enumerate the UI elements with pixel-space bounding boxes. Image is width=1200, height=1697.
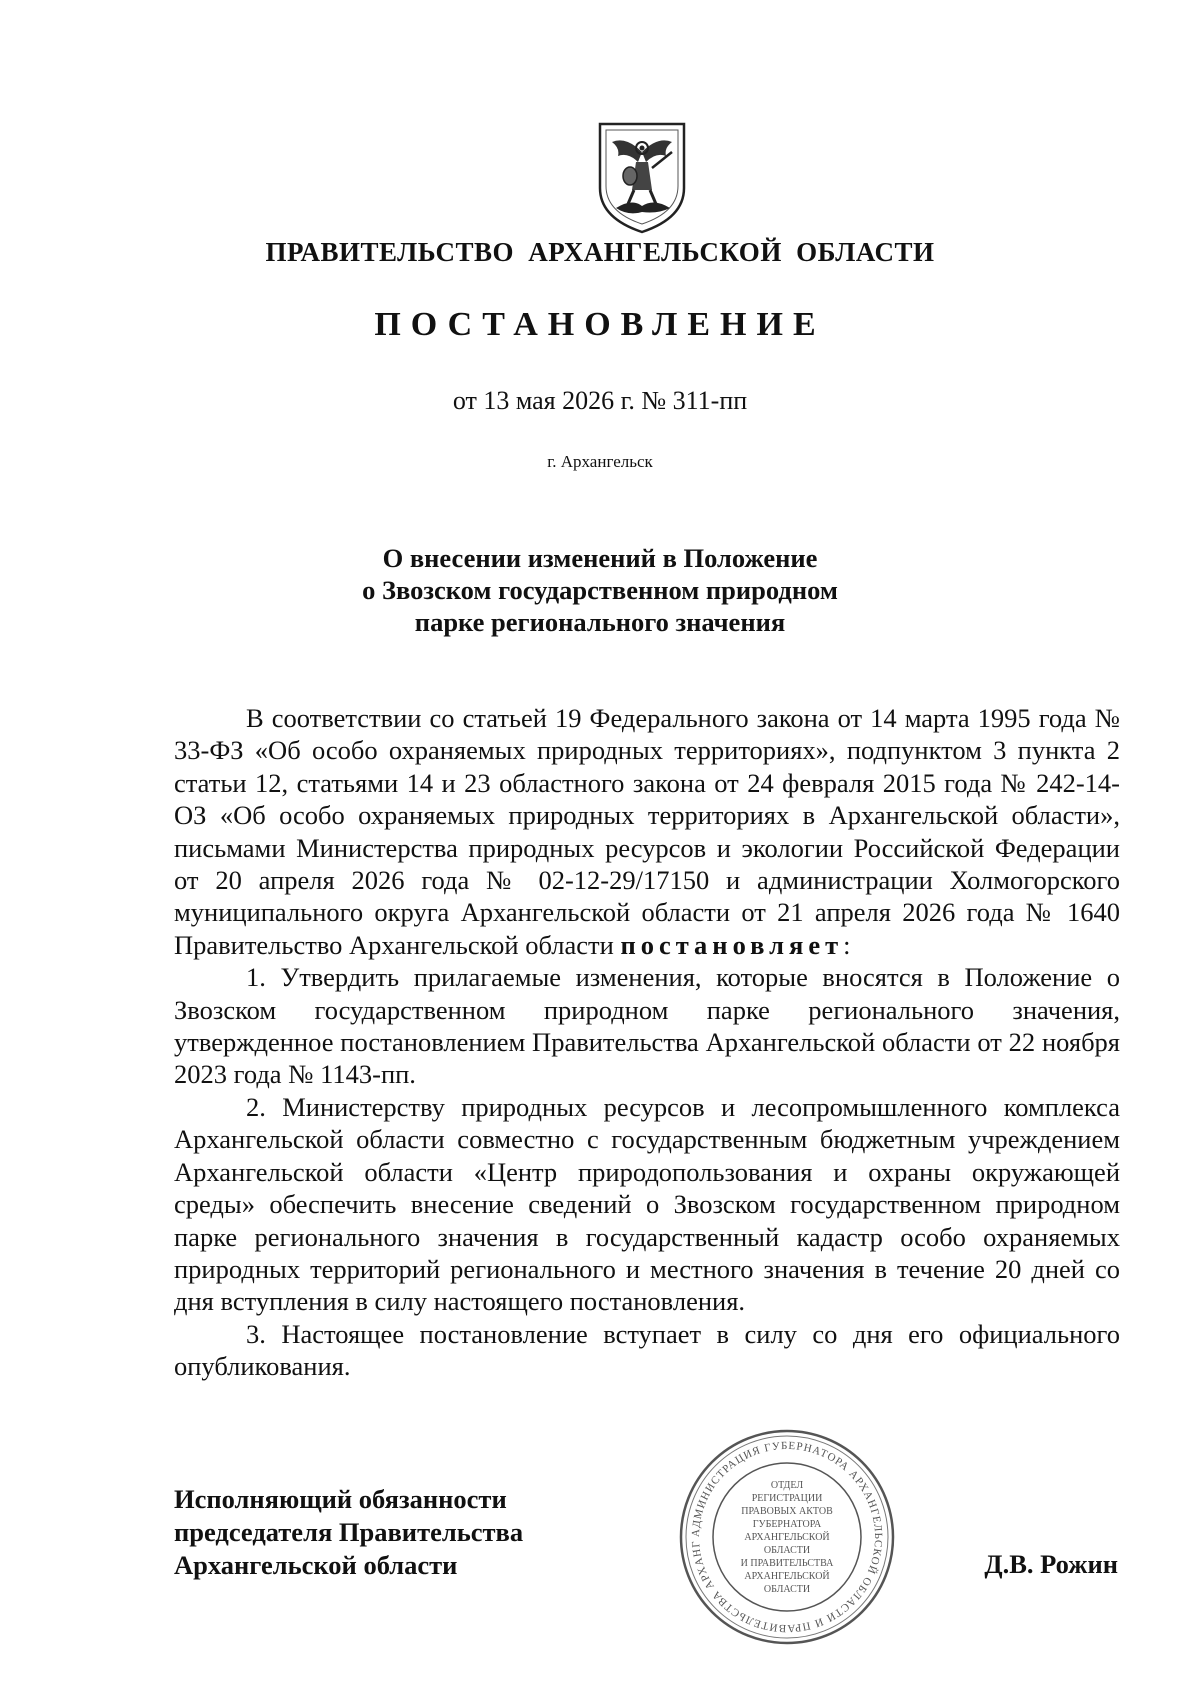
coat-of-arms-icon bbox=[592, 118, 692, 238]
seal-inner-line: ОБЛАСТИ bbox=[763, 1545, 811, 1556]
seal-inner-line: АРХАНГЕЛЬСКОЙ bbox=[744, 1571, 830, 1582]
coat-of-arms-emblem bbox=[592, 118, 692, 238]
item-3-paragraph: 3. Настоящее постановление вступает в силу со дня его официального опубликования. bbox=[174, 1318, 1120, 1382]
signer-position-line: председателя Правительства bbox=[174, 1517, 524, 1547]
seal-inner-line: ПРАВОВЫХ АКТОВ bbox=[741, 1506, 833, 1517]
subject-line: о Звозском государственном природном bbox=[362, 575, 838, 605]
preamble-text: В соответствии со статьей 19 Федерального закона от 14 марта 1995 года № 33-ФЗ «Об особо охраняемых природных территориях», подпунктом 3 пункта 2 статьи 12, статьями 14 и 23 областного закона от 24 февраля 2015 года № 242-14-ОЗ «Об особо охраняемых природных территориях в Архангельской области», письмами Министерства природных ресурсов и экологии Российской Федерации от 20 апреля 2026 года № 02-12-29/17150 и администрации Холмогорского муниципального округа Архангельской области от 21 апреля 2026 года № 1640 Правительство Архангельской области bbox=[174, 703, 1120, 960]
seal-inner-line: РЕГИСТРАЦИИ bbox=[751, 1493, 823, 1504]
document-date-number: от 13 мая 2026 г. № 311-пп bbox=[452, 386, 748, 415]
item-2-paragraph: 2. Министерству природных ресурсов и лесопромышленного комплекса Архангельской области совместно с государственным бюджетным учреждением Архангельской области «Центр природопользования и охраны окружающей среды» обеспечить внесение сведений о Звозском государственном природном парке регионального значения в государственный кадастр особо охраняемых природных территорий регионального и местного значения в течение 20 дней со дня вступления в силу настоящего постановления. bbox=[174, 1091, 1120, 1317]
seal-inner-line: ОБЛАСТИ bbox=[763, 1584, 811, 1595]
signer-position-line: Архангельской области bbox=[174, 1550, 458, 1580]
seal-inner-line: АРХАНГЕЛЬСКОЙ bbox=[744, 1532, 830, 1543]
seal-inner-line: ГУБЕРНАТОРА bbox=[752, 1519, 822, 1530]
seal-icon bbox=[676, 1426, 898, 1648]
document-body bbox=[174, 702, 1120, 1383]
signer-position bbox=[174, 1483, 523, 1582]
subject-line: О внесении изменений в Положение bbox=[382, 543, 818, 573]
decree-word: постановляет bbox=[620, 929, 844, 960]
document-city: г. Архангельск bbox=[547, 452, 653, 471]
seal-inner-line: ОТДЕЛ bbox=[770, 1480, 804, 1491]
signer-name: Д.В. Рожин bbox=[984, 1549, 1118, 1579]
seal-inner-line: И ПРАВИТЕЛЬСТВА bbox=[740, 1558, 834, 1569]
item-1-paragraph: 1. Утвердить прилагаемые изменения, которые вносятся в Положение о Звозском государственном природном парке регионального значения, утвержденное постановлением Правительства Архангельской области от 22 ноября 2023 года № 1143-пп. bbox=[174, 962, 1120, 1090]
document-type-heading: ПОСТАНОВЛЕНИЕ bbox=[374, 306, 826, 343]
document-subject bbox=[0, 542, 1200, 638]
svg-text:АДМИНИСТРАЦИЯ ГУБЕРНАТОРА АРХА: АДМИНИСТРАЦИЯ ГУБЕРНАТОРА АРХАНГЕЛЬСКОЙ ОБЛАСТИ И ПРАВИТЕЛЬСТВА АРХАНГ bbox=[689, 1439, 885, 1635]
official-seal-stamp bbox=[676, 1426, 898, 1648]
signer-position-line: Исполняющий обязанности bbox=[174, 1484, 507, 1514]
preamble-paragraph bbox=[174, 702, 1120, 961]
decree-colon: : bbox=[843, 929, 851, 960]
subject-line: парке регионального значения bbox=[414, 607, 786, 637]
organization-title: ПРАВИТЕЛЬСТВО АРХАНГЕЛЬСКОЙ ОБЛАСТИ bbox=[265, 237, 935, 267]
